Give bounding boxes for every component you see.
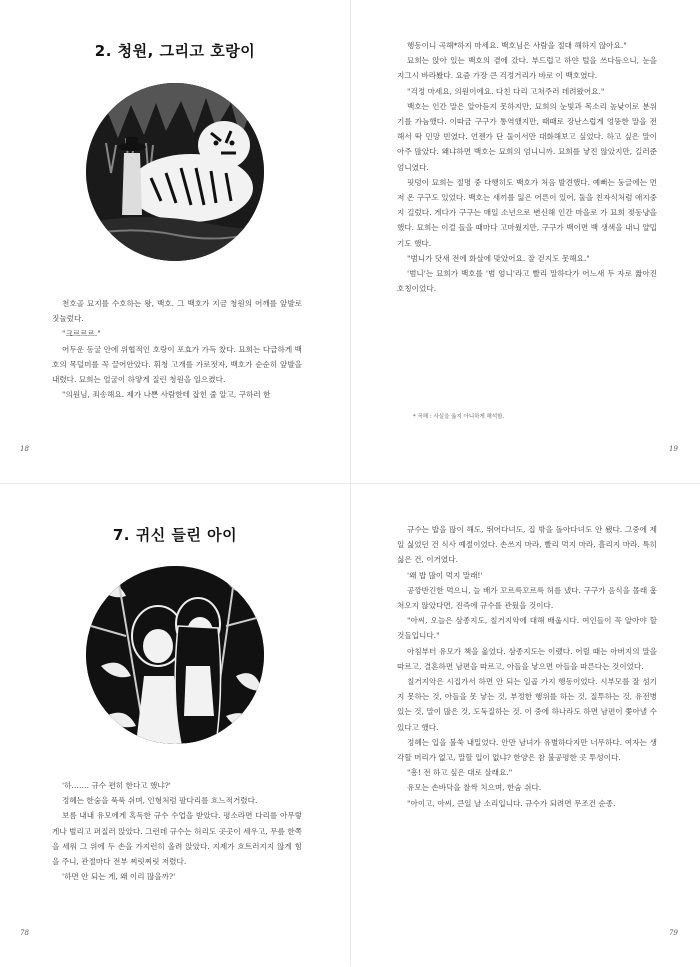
paragraph: 정혜는 한숨을 푹푹 쉬며, 인형처럼 팔다리를 흐느적거렸다. bbox=[62, 796, 258, 806]
body-text bbox=[397, 522, 657, 811]
paragraph: 아침부터 유모가 책을 읊었다. 삼종지도는 이랬다. 어릴 때는 아버지의 말을 따르고, 결혼하면 남편을 따르고, 아들을 낳으면 아들을 따른다는 것이었다. bbox=[397, 646, 657, 671]
paragraph: 칠거지악은 시집가서 하면 안 되는 일곱 가지 행동이었다. 시부모를 잘 섬기지 못하는 것, 아들을 못 낳는 것, 부정한 행위를 하는 것, 질투하는 것, 유전병 있는 것, 말이 많은 것, 도둑질하는 것. 이 중에 하나라도 하면 남편이 쫓아낼 수 있다고 했다. bbox=[397, 677, 657, 732]
paragraph: 공깡반긴한 먹으니, 늘 배가 꼬르륵꼬르륵 허를 냈다. 구구가 음식을 몰래 훔쳐오지 않았다면, 진즉에 규수를 관뒀을 것이다. bbox=[397, 585, 657, 611]
page-number: 79 bbox=[669, 929, 678, 937]
chapter-title: 7. 귀신 들린 아이 bbox=[112, 526, 238, 544]
paragraph: 핏덩이 묘희는 절명 중 다행히도 백호가 처음 발견했다. 예뻐는 둥글에는 먼저 온 구구도 있었다. 백호는 새끼를 잃은 어른이 있어, 둘을 친자식처럼 애지중지 길렀다. 게다가 구구는 매일 소년으로 변신해 인간 마을로 가 묘희 젖동냥을 했다. 묘희는 이걸 들을 때마다 고마웠지만, 구구가 백이면 백 생색을 내니 얄밉기도 했다. bbox=[397, 177, 657, 248]
page-78 bbox=[0, 484, 350, 967]
body-text bbox=[52, 296, 302, 402]
paragraph: "아씨, 오늘은 삼종지도, 칠거지악에 대해 배웁시다. 여인들이 꼭 알아야 할 것들입니다." bbox=[397, 616, 657, 641]
paragraph: '하……. 규수 편히 한다고 했냐?' bbox=[62, 781, 171, 790]
body-text bbox=[52, 778, 302, 884]
chapter-title: 2. 청원, 그리고 호랑이 bbox=[94, 42, 256, 60]
paragraph: "흥! 전 하고 싶은 대로 살래요." bbox=[407, 768, 513, 778]
paragraph: '범니'는 묘희가 백호를 '범 엄니'라고 빨리 말하다가 어느새 두 자로 짧아진 호칭이었다. bbox=[397, 269, 657, 294]
paragraph: 정혜는 입을 불쑥 내밀었다. 안만 남녀가 유별하다지만 너무하다. 여자는 생각할 머리가 없고, 말할 입이 없냐? 한양은 참 불공평한 곳 투성이다. bbox=[397, 737, 657, 763]
body-text bbox=[397, 38, 657, 296]
paragraph: 행동이니 곡해*하지 마세요. 백호님은 사람을 절대 해하지 않아요." bbox=[407, 41, 627, 50]
paragraph: 유모는 손바닥을 찰싹 치으며, 한숨 쉬다. bbox=[407, 783, 542, 793]
paragraph: "걱정 마세요, 의원이에요. 다친 다리 고쳐주러 데려왔어요." bbox=[407, 86, 605, 96]
paragraph: 보름 내내 유모에게 혹독한 규수 수업을 받았다. 평소라면 다리를 아무렇게나 벌리고 퍼질러 앉았다. 그런데 규수는 허리도 곳곳이 세우고, 무릎 한쪽을 세워 그 위에 두 손을 가지런히 올려 앉았다. 지제가 흐트러지지 않게 힘을 주니, 관절마다 전부 찌릿찌릿 저렸다. bbox=[52, 811, 302, 867]
page-number: 19 bbox=[669, 445, 678, 453]
paragraph: 백호는 인간 말은 알아듣지 못하지만, 묘희의 눈빛과 목소리 높낮이로 분위기를 가늠했다. 이따금 구구가 통역했지만, 때때로 장난스럽게 엉뚱한 말을 전해서 딱 민망 빈였다. 언젠가 단 둘이서만 대화해보고 싶었다. 하고 싶은 말이 아주 많았다. 왜냐하면 백호는 묘희의 엄니니까. 묘희를 낳진 않았지만, 길러준 엄니였다. bbox=[397, 101, 657, 172]
paragraph: "크르르르." bbox=[62, 329, 101, 339]
page-number: 18 bbox=[20, 445, 29, 453]
paragraph: '왜 밥 많이 먹지 말래!' bbox=[407, 570, 483, 580]
paragraph: '하면 안 되는 게, 왜 이리 많을까?' bbox=[62, 872, 176, 882]
paragraph: 규수는 밥을 많이 해도, 뛰어다녀도, 집 밖을 돌아다녀도 안 됐다. 그중에 제일 싫었던 건 식사 예절이었다. 손쓰지 마라, 빨리 먹지 마라, 흘리지 마라. 특히 싫은 건, 이거였다. bbox=[397, 525, 657, 565]
page-18 bbox=[0, 0, 350, 483]
page-79 bbox=[351, 484, 700, 967]
haunted-child-illustration bbox=[86, 566, 264, 744]
footnote: * 곡해 : 사실을 옳지 아니하게 해석함. bbox=[413, 414, 505, 420]
paragraph: "의원님, 죄송해요. 제가 나쁜 사람한테 잡힌 줄 알고, 구하러 한 bbox=[62, 390, 271, 400]
paragraph: "아이고, 아씨, 큰일 날 소리입니다. 규수가 되려면 무조건 순종. bbox=[407, 798, 616, 808]
paragraph: 어두운 동굴 안에 위협적인 호랑이 포효가 가득 찼다. 묘희는 다급하게 백호의 목덜미를 꼭 끌어안았다. 휘청 고개를 가로젓자, 백호가 순순히 앞발을 내렸다. 묘희는 얼굴이 하얗게 질린 청원을 일으켰다. bbox=[52, 344, 302, 385]
paragraph: 묘희는 앉아 있는 백호의 곁에 갔다. 부드럽고 하얀 털을 쓰다듬으니, 눈을 지그시 바라봤다. 요즘 가장 큰 걱정거리가 바로 이 백호였다. bbox=[397, 56, 657, 81]
paragraph: 천호골 묘지를 수호하는 왕, 백호. 그 백호가 지금 청원의 어깨를 앞발로 짓눌렀다. bbox=[52, 299, 302, 324]
paragraph: "범니가 닷새 전에 화살에 맞았어요. 잘 걷지도 못해요." bbox=[407, 253, 590, 263]
tiger-cave-illustration bbox=[86, 83, 264, 261]
page-19 bbox=[351, 0, 700, 483]
page-number: 78 bbox=[20, 929, 29, 937]
